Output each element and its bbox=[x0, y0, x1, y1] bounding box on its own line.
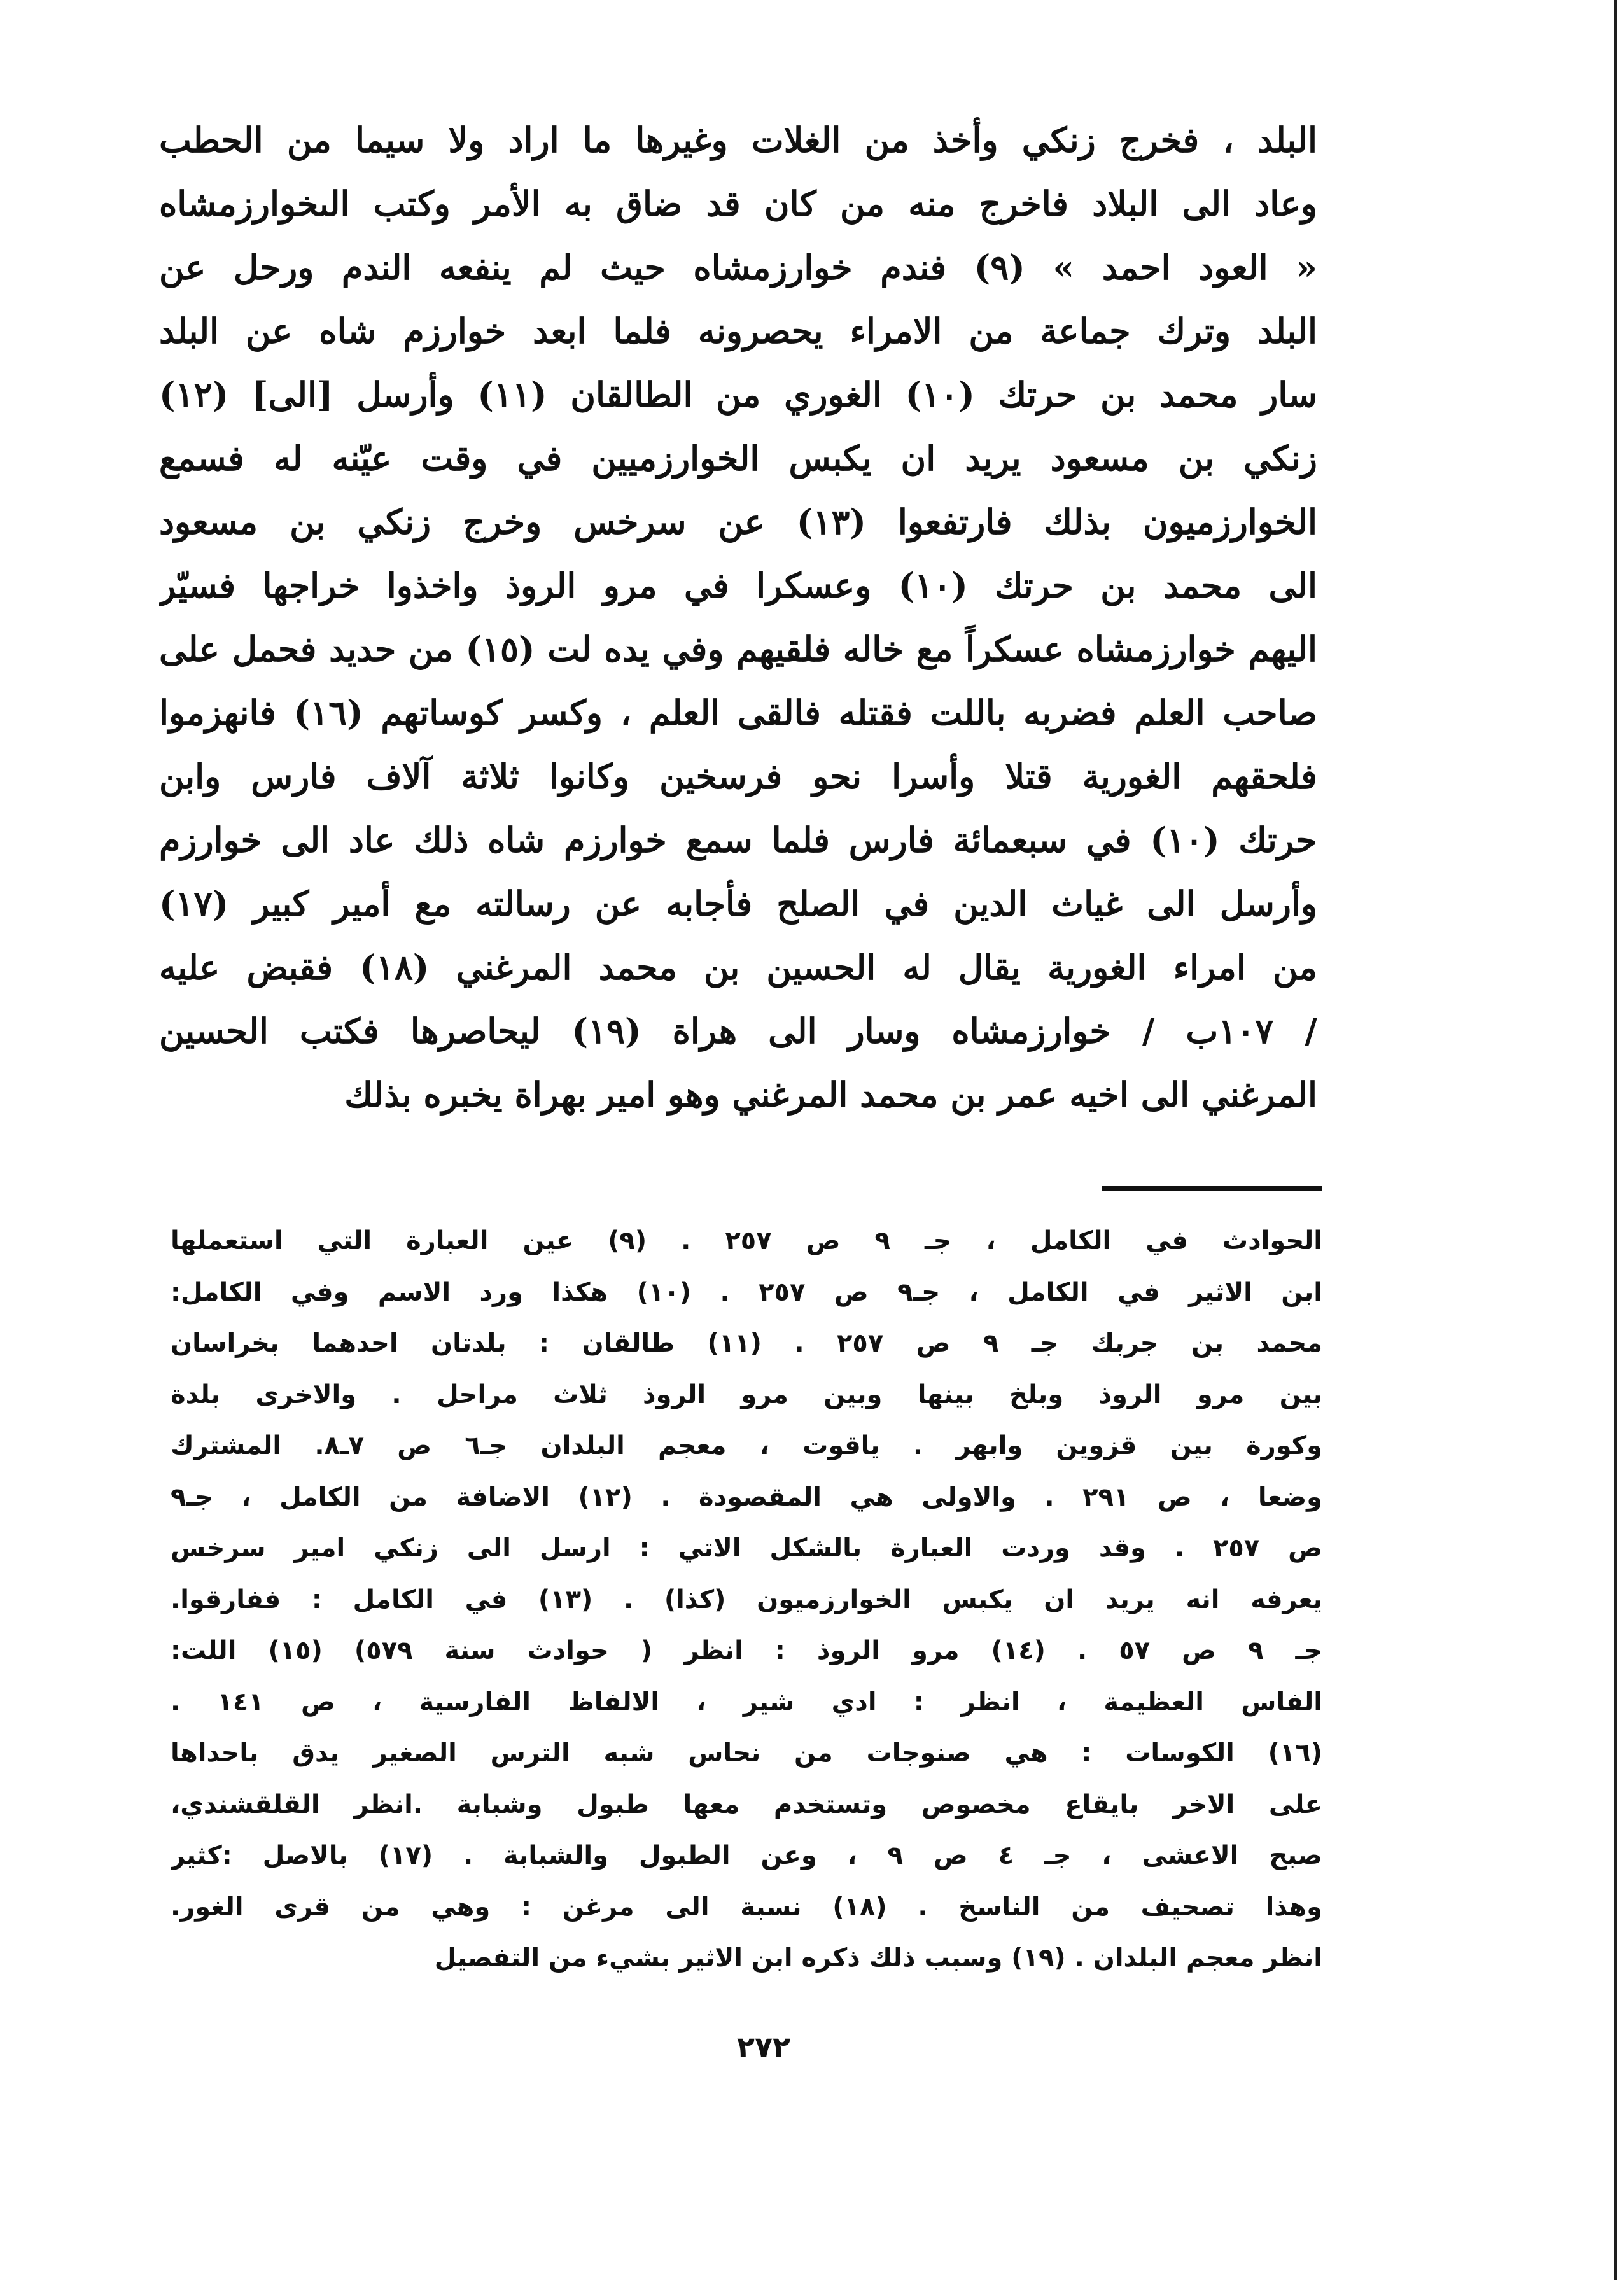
scan-edge-line bbox=[1614, 0, 1617, 2280]
body-line: زنكي بن مسعود يريد ان يكبس الخوارزميين في وقت عيّنه له فسمع bbox=[159, 438, 1317, 479]
footnote-line: (١٦) الكوسات : هي صنوجات من نحاس شبه الترس الصغير يدق باحداها bbox=[171, 1738, 1322, 1768]
footnote-line: جـ ٩ ص ٥٧ . (١٤) مرو الروذ : انظر ( حوادث سنة ٥٧٩) (١٥) اللت: bbox=[171, 1636, 1322, 1665]
body-line: البلد وترك جماعة من الامراء يحصرونه فلما ابعد خوارزم شاه عن البلد bbox=[159, 311, 1317, 351]
body-line: / ١٠٧ب / خوارزمشاه وسار الى هراة (١٩) ليحاصرها فكتب الحسين bbox=[159, 1011, 1317, 1051]
body-line: وأرسل الى غياث الدين في الصلح فأجابه عن رسالته مع أمير كبير (١٧) bbox=[159, 883, 1317, 924]
footnote-line: ص ٢٥٧ . وقد وردت العبارة بالشكل الاتي : ارسل الى زنكي امير سرخس bbox=[171, 1534, 1322, 1563]
footnote-line: الحوادث في الكامل ، جـ ٩ ص ٢٥٧ . (٩) عين العبارة التي استعملها bbox=[171, 1226, 1322, 1255]
body-line: من امراء الغورية يقال له الحسين بن محمد المرغني (١٨) فقبض عليه bbox=[159, 947, 1317, 988]
body-line: المرغني الى اخيه عمر بن محمد المرغني وهو امير بهراة يخبره بذلك bbox=[344, 1074, 1317, 1115]
footnote-line: بين مرو الروذ وبلخ بينها وبين مرو الروذ ثلاث مراحل . والاخرى بلدة bbox=[171, 1380, 1322, 1409]
footnote-line: وضعا ، ص ٢٩١ . والاولى هي المقصودة . (١٢) الاضافة من الكامل ، جـ٩ bbox=[171, 1482, 1322, 1512]
footnote-line: صبح الاعشى ، جـ ٤ ص ٩ ، وعن الطبول والشبابة . (١٧) بالاصل :كثير bbox=[171, 1841, 1322, 1870]
footnote-line: وهذا تصحيف من الناسخ . (١٨) نسبة الى مرغن : وهي من قرى الغور. bbox=[171, 1892, 1322, 1922]
footnotes bbox=[171, 1215, 1322, 1984]
footnote-line: وكورة بين قزوين وابهر . ياقوت ، معجم البلدان جـ٦ ص ٧ـ٨. المشترك bbox=[171, 1431, 1322, 1460]
body-line: البلد ، فخرج زنكي وأخذ من الغلات وغيرها ما اراد ولا سيما من الحطب bbox=[159, 120, 1317, 160]
footnote-line: انظر معجم البلدان . (١٩) وسبب ذلك ذكره ابن الاثير بشيء من التفصيل bbox=[434, 1943, 1322, 1973]
body-line: اليهم خوارزمشاه عسكراً مع خاله فلقيهم وفي يده لت (١٥) من حديد فحمل على bbox=[159, 629, 1317, 669]
body-line: حرتك (١٠) في سبعمائة فارس فلما سمع خوارزم شاه ذلك عاد الى خوارزم bbox=[159, 820, 1317, 860]
body-line: سار محمد بن حرتك (١٠) الغوري من الطالقان (١١) وأرسل [الى] (١٢) bbox=[159, 374, 1317, 415]
body-line: فلحقهم الغورية قتلا وأسرا نحو فرسخين وكانوا ثلاثة آلاف فارس وابن bbox=[159, 756, 1317, 797]
footnote-line: ابن الاثير في الكامل ، جـ٩ ص ٢٥٧ . (١٠) هكذا ورد الاسم وفي الكامل: bbox=[171, 1277, 1322, 1307]
footnote-line: يعرفه انه يريد ان يكبس الخوارزميون (كذا) . (١٣) في الكامل : ففارقوا. bbox=[171, 1584, 1322, 1614]
body-line: الخوارزميون بذلك فارتفعوا (١٣) عن سرخس وخرج زنكي بن مسعود bbox=[159, 501, 1317, 542]
footnote-line: محمد بن جربك جـ ٩ ص ٢٥٧ . (١١) طالقان : بلدتان احدهما بخراسان bbox=[171, 1329, 1322, 1358]
footnote-line: على الاخر بايقاع مخصوص وتستخدم معها طبول وشبابة .انظر القلقشندي، bbox=[171, 1789, 1322, 1819]
footnote-separator bbox=[1102, 1186, 1322, 1191]
body-line: وعاد الى البلاد فاخرج منه من كان قد ضاق به الأمر وكتب الىخوارزمشاه bbox=[159, 183, 1317, 224]
body-line: « العود احمد » (٩) فندم خوارزمشاه حيث لم ينفعه الندم ورحل عن bbox=[159, 247, 1317, 288]
page-number: ٢٧٢ bbox=[736, 2030, 791, 2064]
main-text bbox=[159, 108, 1317, 1126]
footnote-line: الفاس العظيمة ، انظر : ادي شير ، الالفاظ الفارسية ، ص ١٤١ . bbox=[171, 1687, 1322, 1717]
body-line: الى محمد بن حرتك (١٠) وعسكرا في مرو الروذ واخذوا خراجها فسيّر bbox=[159, 565, 1317, 606]
body-line: صاحب العلم فضربه باللت فقتله فالقى العلم ، وكسر كوساتهم (١٦) فانهزموا bbox=[159, 692, 1317, 733]
